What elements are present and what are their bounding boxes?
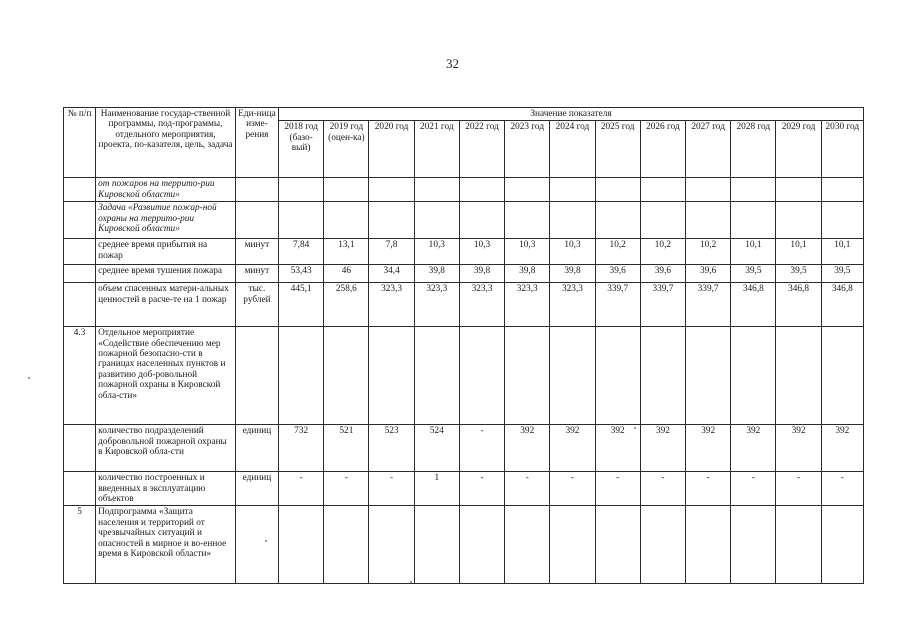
value-cell: 323,3 xyxy=(550,283,595,327)
value-cell: 7,84 xyxy=(279,239,324,265)
value-cell: - xyxy=(279,472,324,506)
table-row xyxy=(64,265,864,283)
value-cell xyxy=(821,202,863,239)
row-name: от пожаров на террито-рии Кировской области» xyxy=(96,178,236,202)
value-cell: - xyxy=(821,472,863,506)
row-unit xyxy=(235,506,278,584)
header-year: 2027 год xyxy=(686,121,731,178)
value-cell xyxy=(686,506,731,584)
value-cell xyxy=(369,327,414,425)
value-cell: - xyxy=(369,472,414,506)
value-cell xyxy=(324,202,369,239)
value-cell: 10,3 xyxy=(505,239,550,265)
value-cell xyxy=(324,506,369,584)
value-cell: 39,5 xyxy=(776,265,821,283)
row-unit xyxy=(235,178,278,202)
header-year: 2019 год (оцен-ка) xyxy=(324,121,369,178)
value-cell xyxy=(369,506,414,584)
value-cell xyxy=(686,202,731,239)
value-cell: 1 xyxy=(414,472,459,506)
row-name: среднее время прибытия на пожар xyxy=(96,239,236,265)
value-cell: - xyxy=(505,472,550,506)
row-unit xyxy=(235,327,278,425)
value-cell xyxy=(505,202,550,239)
value-cell: 10,3 xyxy=(459,239,504,265)
value-cell: 39,6 xyxy=(686,265,731,283)
value-cell: 524 xyxy=(414,425,459,472)
value-cell: - xyxy=(324,472,369,506)
value-cell xyxy=(279,202,324,239)
value-cell: 10,1 xyxy=(776,239,821,265)
value-cell: - xyxy=(640,472,685,506)
value-cell xyxy=(776,178,821,202)
value-cell: - xyxy=(459,472,504,506)
value-cell xyxy=(279,506,324,584)
value-cell: 339,7 xyxy=(595,283,640,327)
header-year: 2025 год xyxy=(595,121,640,178)
row-unit: единиц xyxy=(235,425,278,472)
value-cell xyxy=(505,506,550,584)
row-name: Задача «Развитие пожар-ной охраны на террито-рии Кировской области» xyxy=(96,202,236,239)
value-cell: 392 xyxy=(776,425,821,472)
header-year: 2020 год xyxy=(369,121,414,178)
header-year: 2029 год xyxy=(776,121,821,178)
value-cell xyxy=(776,506,821,584)
value-cell: 34,4 xyxy=(369,265,414,283)
value-cell: - xyxy=(776,472,821,506)
value-cell: 53,43 xyxy=(279,265,324,283)
value-cell: 392 xyxy=(821,425,863,472)
header-col-values: Значение показателя xyxy=(279,108,864,121)
value-cell xyxy=(731,506,776,584)
value-cell xyxy=(595,202,640,239)
value-cell xyxy=(414,327,459,425)
header-year: 2028 год xyxy=(731,121,776,178)
scan-speck xyxy=(410,581,412,583)
header-col-name: Наименование государ-ственной программы, под-программы, отдельного мероприятия, проекта, по-казателя, цель, задача xyxy=(96,108,236,178)
value-cell: 10,1 xyxy=(731,239,776,265)
scan-speck xyxy=(265,540,267,542)
row-name: Отдельное мероприятие «Содействие обеспечению мер пожарной безопасно-сти в границах населенных пунктов и развитию доб-ровольной пожарной охраны в Кировской обла-сти» xyxy=(96,327,236,425)
value-cell: 10,2 xyxy=(686,239,731,265)
value-cell xyxy=(731,178,776,202)
value-cell: 346,8 xyxy=(776,283,821,327)
row-name: объем спасенных матери-альных ценностей в расче-те на 1 пожар xyxy=(96,283,236,327)
header-year: 2023 год xyxy=(505,121,550,178)
scan-speck xyxy=(28,377,30,379)
value-cell: 346,8 xyxy=(821,283,863,327)
table-row xyxy=(64,178,864,202)
value-cell: 323,3 xyxy=(414,283,459,327)
value-cell xyxy=(595,506,640,584)
value-cell: 39,6 xyxy=(595,265,640,283)
value-cell: 392 xyxy=(595,425,640,472)
row-unit: тыс. рублей xyxy=(235,283,278,327)
header-col-unit: Еди-ница изме-рения xyxy=(235,108,278,178)
value-cell xyxy=(505,327,550,425)
table-row xyxy=(64,327,864,425)
value-cell: 323,3 xyxy=(505,283,550,327)
value-cell xyxy=(640,506,685,584)
row-number xyxy=(64,283,96,327)
table-row xyxy=(64,239,864,265)
value-cell xyxy=(731,327,776,425)
value-cell: 346,8 xyxy=(731,283,776,327)
value-cell xyxy=(595,327,640,425)
row-name: среднее время тушения пожара xyxy=(96,265,236,283)
value-cell: 392 xyxy=(550,425,595,472)
value-cell: 323,3 xyxy=(369,283,414,327)
value-cell xyxy=(279,178,324,202)
value-cell: 39,8 xyxy=(459,265,504,283)
value-cell: 10,3 xyxy=(550,239,595,265)
value-cell xyxy=(324,327,369,425)
value-cell xyxy=(821,327,863,425)
value-cell xyxy=(414,202,459,239)
value-cell: 392 xyxy=(640,425,685,472)
value-cell: - xyxy=(686,472,731,506)
value-cell: 39,8 xyxy=(505,265,550,283)
value-cell xyxy=(640,178,685,202)
value-cell: 10,1 xyxy=(821,239,863,265)
value-cell xyxy=(640,327,685,425)
value-cell: 732 xyxy=(279,425,324,472)
row-number xyxy=(64,239,96,265)
value-cell: - xyxy=(731,472,776,506)
header-year: 2022 год xyxy=(459,121,504,178)
value-cell xyxy=(595,178,640,202)
table-row xyxy=(64,472,864,506)
value-cell: 10,2 xyxy=(595,239,640,265)
value-cell xyxy=(324,178,369,202)
row-number xyxy=(64,178,96,202)
value-cell: 339,7 xyxy=(686,283,731,327)
value-cell: 323,3 xyxy=(459,283,504,327)
value-cell: 339,7 xyxy=(640,283,685,327)
value-cell: 39,5 xyxy=(731,265,776,283)
value-cell: 46 xyxy=(324,265,369,283)
value-cell xyxy=(550,327,595,425)
scan-speck xyxy=(634,427,636,429)
value-cell: 39,5 xyxy=(821,265,863,283)
table-row xyxy=(64,506,864,584)
row-unit: минут xyxy=(235,239,278,265)
value-cell: - xyxy=(595,472,640,506)
value-cell: 258,6 xyxy=(324,283,369,327)
value-cell xyxy=(731,202,776,239)
value-cell xyxy=(279,327,324,425)
row-number xyxy=(64,425,96,472)
value-cell xyxy=(459,327,504,425)
header-col-number: № п/п xyxy=(64,108,96,178)
value-cell: 521 xyxy=(324,425,369,472)
value-cell xyxy=(686,327,731,425)
row-number xyxy=(64,472,96,506)
value-cell xyxy=(414,178,459,202)
value-cell: 392 xyxy=(686,425,731,472)
value-cell: 39,8 xyxy=(550,265,595,283)
row-name: количество подразделений добровольной пожарной охраны в Кировской обла-сти xyxy=(96,425,236,472)
value-cell xyxy=(686,178,731,202)
table-row xyxy=(64,425,864,472)
indicator-table xyxy=(63,107,864,584)
value-cell xyxy=(459,178,504,202)
value-cell xyxy=(776,202,821,239)
value-cell: 445,1 xyxy=(279,283,324,327)
header-year: 2024 год xyxy=(550,121,595,178)
value-cell xyxy=(369,178,414,202)
row-unit xyxy=(235,202,278,239)
value-cell: - xyxy=(550,472,595,506)
value-cell xyxy=(550,178,595,202)
header-year: 2030 год xyxy=(821,121,863,178)
value-cell: 10,2 xyxy=(640,239,685,265)
value-cell: 39,8 xyxy=(414,265,459,283)
value-cell xyxy=(821,178,863,202)
value-cell xyxy=(459,506,504,584)
value-cell: 523 xyxy=(369,425,414,472)
header-year: 2021 год xyxy=(414,121,459,178)
value-cell xyxy=(550,202,595,239)
row-number xyxy=(64,265,96,283)
value-cell xyxy=(550,506,595,584)
value-cell xyxy=(505,178,550,202)
row-name: Подпрограмма «Защита населения и территорий от чрезвычайных ситуаций и опасностей в мирное и во-енное время в Кировской области» xyxy=(96,506,236,584)
table-row xyxy=(64,202,864,239)
value-cell xyxy=(776,327,821,425)
row-number: 4.3 xyxy=(64,327,96,425)
value-cell xyxy=(414,506,459,584)
row-number xyxy=(64,202,96,239)
value-cell xyxy=(640,202,685,239)
value-cell xyxy=(459,202,504,239)
value-cell: - xyxy=(459,425,504,472)
row-number: 5 xyxy=(64,506,96,584)
value-cell: 10,3 xyxy=(414,239,459,265)
header-year: 2018 год (базо-вый) xyxy=(279,121,324,178)
value-cell xyxy=(369,202,414,239)
value-cell xyxy=(821,506,863,584)
row-unit: минут xyxy=(235,265,278,283)
header-year: 2026 год xyxy=(640,121,685,178)
table-body xyxy=(64,178,864,584)
row-unit: единиц xyxy=(235,472,278,506)
value-cell: 392 xyxy=(731,425,776,472)
value-cell: 13,1 xyxy=(324,239,369,265)
value-cell: 39,6 xyxy=(640,265,685,283)
value-cell: 7,8 xyxy=(369,239,414,265)
header-row-top xyxy=(64,108,864,121)
page-number: 32 xyxy=(446,56,459,71)
value-cell: 392 xyxy=(505,425,550,472)
row-name: количество построенных и введенных в эксплуатацию объектов xyxy=(96,472,236,506)
table-row xyxy=(64,283,864,327)
